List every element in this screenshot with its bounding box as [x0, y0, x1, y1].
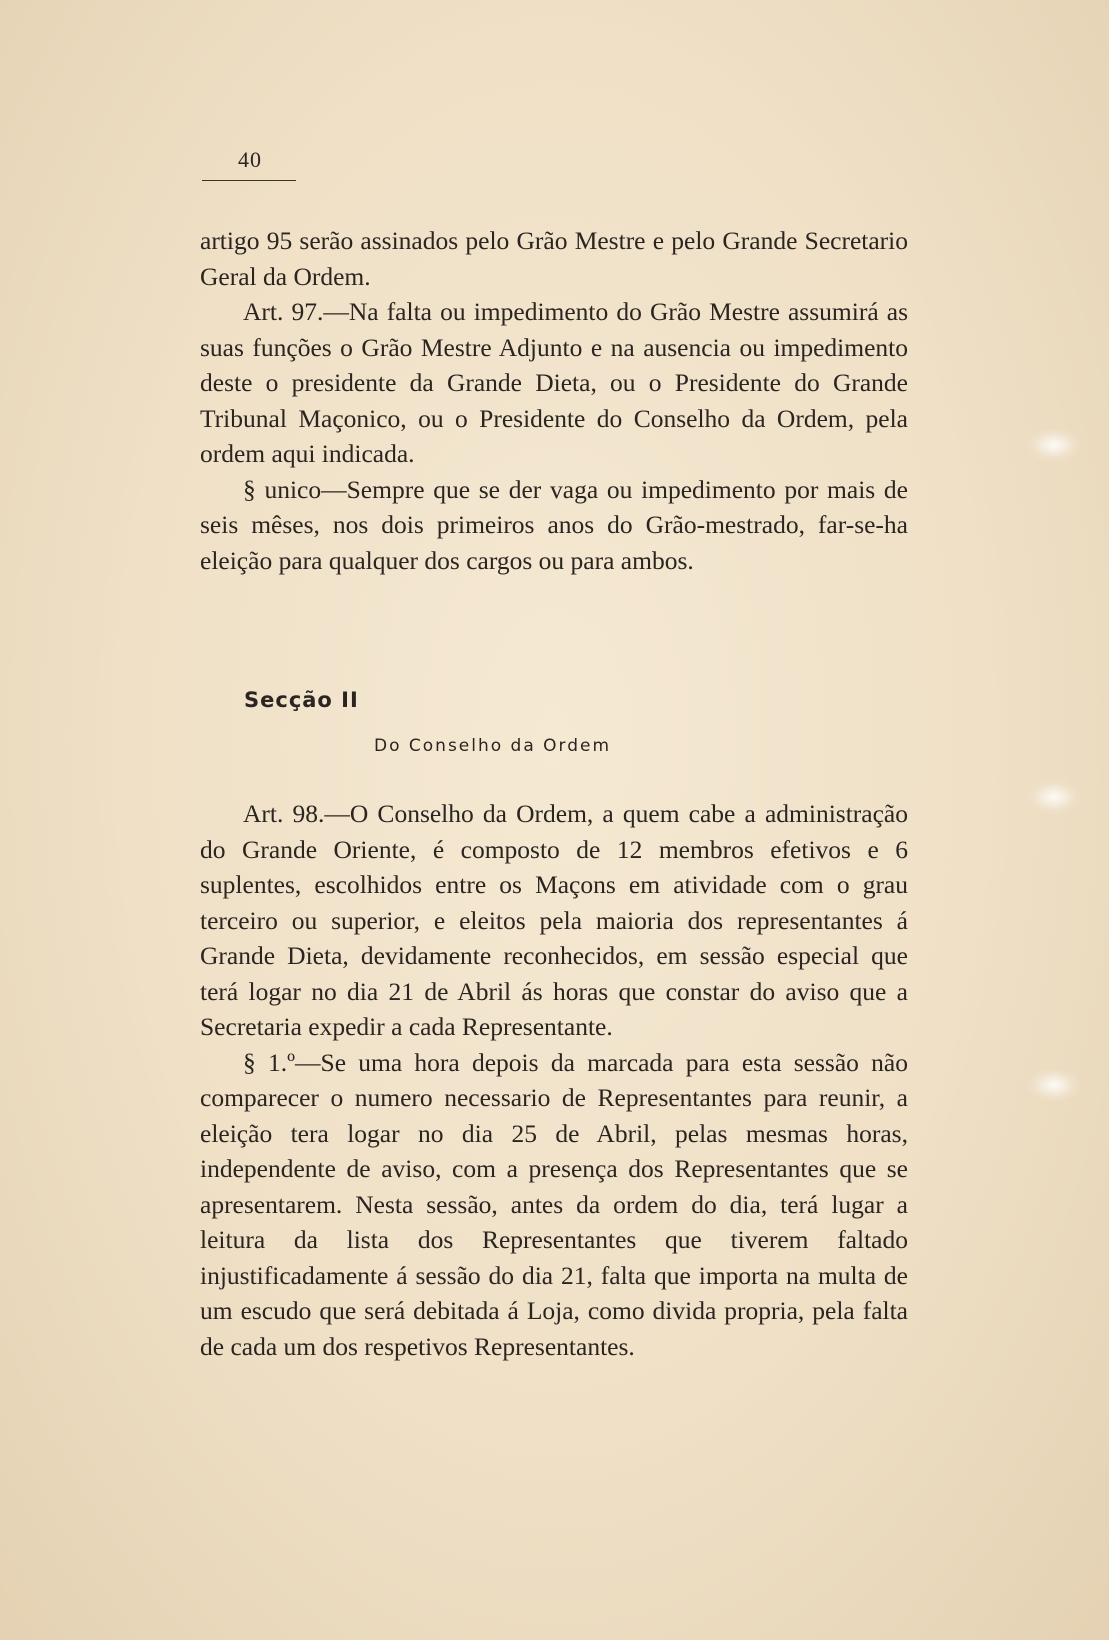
page-number-rule [202, 180, 296, 181]
paragraph-unico: § unico—Sempre que se der vaga ou impedimento por mais de seis mêses, nos dois primeiros anos do Grão-mestrado, far-se-ha eleição para qualquer dos cargos ou para ambos. [200, 474, 908, 575]
section-subtitle: Do Conselho da Ordem [374, 736, 612, 756]
page-edge-dent [1027, 1068, 1081, 1102]
page-edge-dent [1027, 780, 1081, 814]
text-block-bottom [200, 796, 908, 1364]
text-block-top [200, 223, 908, 578]
paragraph-art-97: Art. 97.—Na falta ou impedimento do Grão Mestre assumirá as suas funções o Grão Mestre Adjunto e na ausencia ou impedimento deste o presidente da Grande Dieta, ou o Presidente do Grande Tribunal Maçonico, ou o Presidente do Conselho da Ordem, pela ordem aqui indicada. [200, 297, 908, 468]
paragraph: artigo 95 serão assinados pelo Grão Mestre e pelo Grande Secretario Geral da Ordem. [200, 226, 908, 291]
section-heading: Secção II [244, 688, 359, 712]
paragraph-art-98: Art. 98.—O Conselho da Ordem, a quem cabe a administração do Grande Oriente, é composto de 12 membros efetivos e 6 suplentes, escolhidos entre os Maçons em atividade com o grau terceiro ou superior, e eleitos pela maioria dos representantes á Grande Dieta, devidamente reconhecidos, em sessão especial que terá logar no dia 21 de Abril ás horas que constar do aviso que a Secretaria expedir a cada Representante. [200, 799, 908, 1041]
page-number: 40 [238, 147, 262, 172]
paragraph-paragrafo-1: § 1.º—Se uma hora depois da marcada para esta sessão não comparecer o numero necessario de Representantes para reunir, a eleição tera logar no dia 25 de Abril, pelas mesmas horas, independente de aviso, com a presença dos Representantes que se apresentarem. Nesta sessão, antes da ordem do dia, terá lugar a leitura da lista dos Representantes que tiverem faltado injustificadamente á sessão do dia 21, falta que importa na multa de um escudo que será debitada á Loja, como divida propria, pela falta de cada um dos respetivos Representantes. [200, 1047, 908, 1361]
page-edge-dent [1027, 428, 1081, 462]
